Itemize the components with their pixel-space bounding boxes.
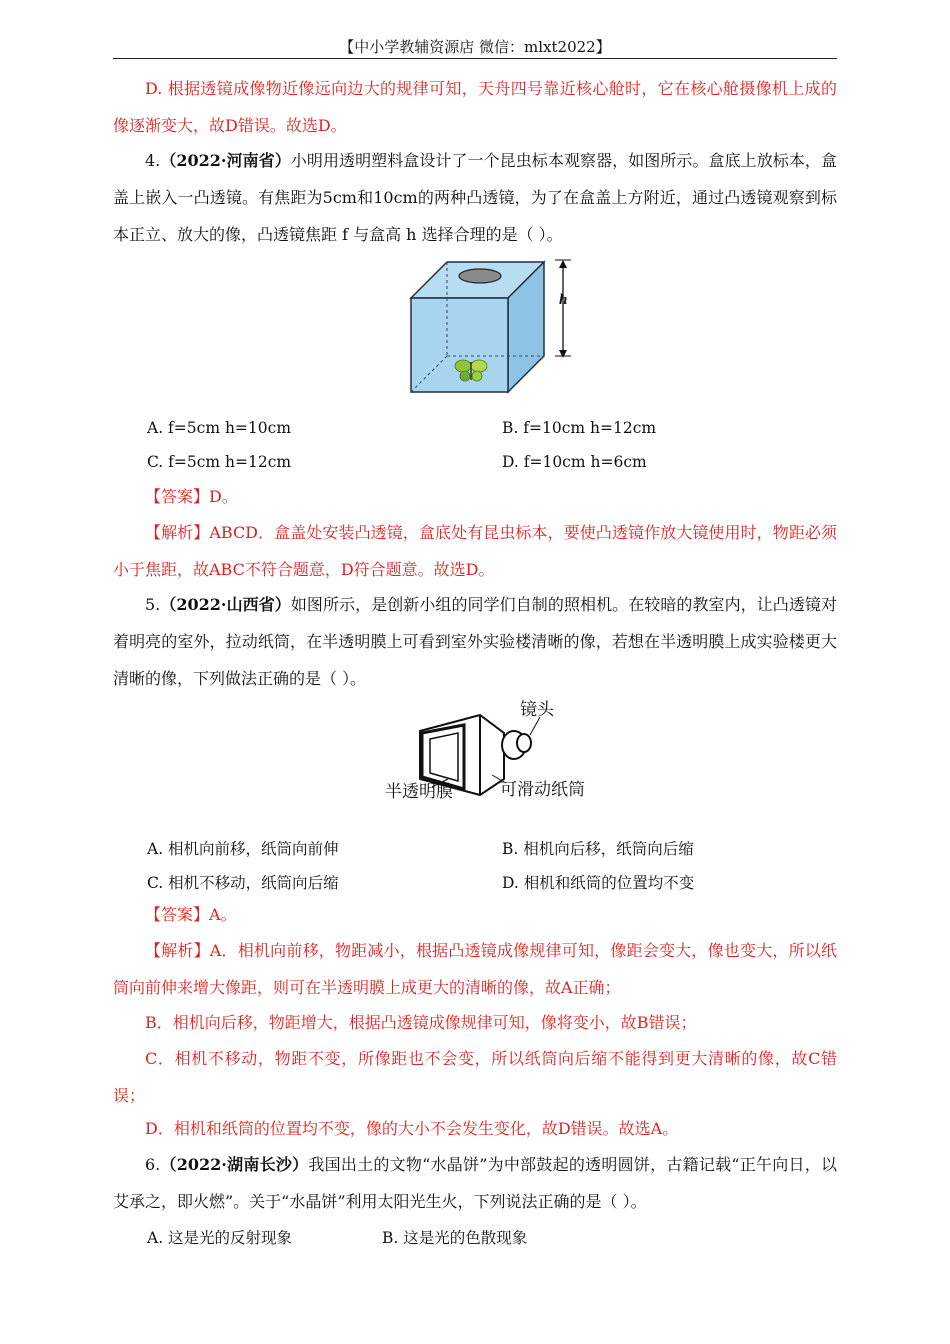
q4-answer: 【答案】D。 <box>145 487 238 506</box>
lens-label: 镜头 <box>520 700 554 720</box>
q5-analysis-d: D．相机和纸筒的位置均不变，像的大小不会发生变化，故D错误。故选A。 <box>145 1119 679 1138</box>
q4-option-c: C. f=5cm h=12cm <box>147 453 292 471</box>
q5-analysis-b: B．相机向后移，物距增大，根据凸透镜成像规律可知，像将变小，故B错误； <box>145 1013 697 1032</box>
q6-stem <box>113 1146 837 1220</box>
lens-icon <box>459 269 501 283</box>
q6-stem-text: 我国出土的文物“水晶饼”为中部鼓起的透明圆饼，古籍记载“正午向日，以艾承之，即火燃”。关于“水晶饼”利用太阳光生火，下列说法正确的是（ ）。 <box>113 1155 837 1211</box>
film-label: 半透明膜 <box>385 782 453 802</box>
homemade-camera-figure <box>380 695 620 807</box>
q4-stem <box>113 142 837 253</box>
q5-number: 5. <box>145 595 161 614</box>
q3-explanation-d: D. 根据透镜成像物近像远向边大的规律可知，天舟四号靠近核心舱时，它在核心舱摄像机上成的像逐渐变大，故D错误。故选D。 <box>113 79 837 135</box>
q6-number: 6. <box>145 1155 161 1174</box>
page-header: 【中小学教辅资源店 微信：mlxt2022】 <box>339 38 611 56</box>
q5-answer: 【答案】A。 <box>145 905 237 924</box>
insect-box-figure <box>405 256 585 400</box>
tube-label: 可滑动纸筒 <box>500 780 585 800</box>
height-label: h <box>559 292 568 308</box>
q4-number: 4. <box>145 151 161 170</box>
header-divider <box>113 58 837 59</box>
q5-stem-text: 如图所示，是创新小组的同学们自制的照相机。在较暗的教室内，让凸透镜对着明亮的室外，拉动纸筒，在半透明膜上可看到室外实验楼清晰的像，若想在半透明膜上成实验楼更大清晰的像，下列做法正确的是（ ）。 <box>113 595 837 688</box>
q4-option-b: B. f=10cm h=12cm <box>502 419 657 437</box>
q5-stem <box>113 586 837 697</box>
q5-analysis-a: 【解析】A．相机向前移，物距减小，根据凸透镜成像规律可知，像距会变大，像也变大，所以纸筒向前伸来增大像距，则可在半透明膜上成更大的清晰的像，故A正确； <box>113 941 837 997</box>
q5-source: （2022·山西省） <box>160 595 291 614</box>
q6-option-b: B. 这是光的色散现象 <box>382 1229 528 1247</box>
q4-source: （2022·河南省） <box>160 151 291 170</box>
q4-stem-text: 小明用透明塑料盒设计了一个昆虫标本观察器，如图所示。盒底上放标本，盒盖上嵌入一凸透镜。有焦距为5cm和10cm的两种凸透镜，为了在盒盖上方附近，通过凸透镜观察到标本正立、放大的像，凸透镜焦距 f 与盒高 h 选择合理的是（ ）。 <box>113 151 837 244</box>
q5-option-a: A. 相机向前移，纸筒向前伸 <box>147 840 339 858</box>
q5-option-b: B. 相机向后移，纸筒向后缩 <box>502 840 694 858</box>
q4-analysis: 【解析】ABCD．盒盖处安装凸透镜，盒底处有昆虫标本，要使凸透镜作放大镜使用时，物距必须小于焦距，故ABC不符合题意，D符合题意。故选D。 <box>113 523 837 579</box>
q5-analysis-c: C．相机不移动，物距不变，所像距也不会变，所以纸筒向后缩不能得到更大清晰的像，故C错误； <box>113 1049 837 1105</box>
q6-source: （2022·湖南长沙） <box>160 1155 309 1174</box>
q5-option-d: D. 相机和纸筒的位置均不变 <box>502 874 695 892</box>
q5-option-c: C. 相机不移动，纸筒向后缩 <box>147 874 339 892</box>
q4-option-a: A. f=5cm h=10cm <box>147 419 292 437</box>
q4-option-d: D. f=10cm h=6cm <box>502 453 647 471</box>
q6-option-a: A. 这是光的反射现象 <box>147 1229 293 1247</box>
